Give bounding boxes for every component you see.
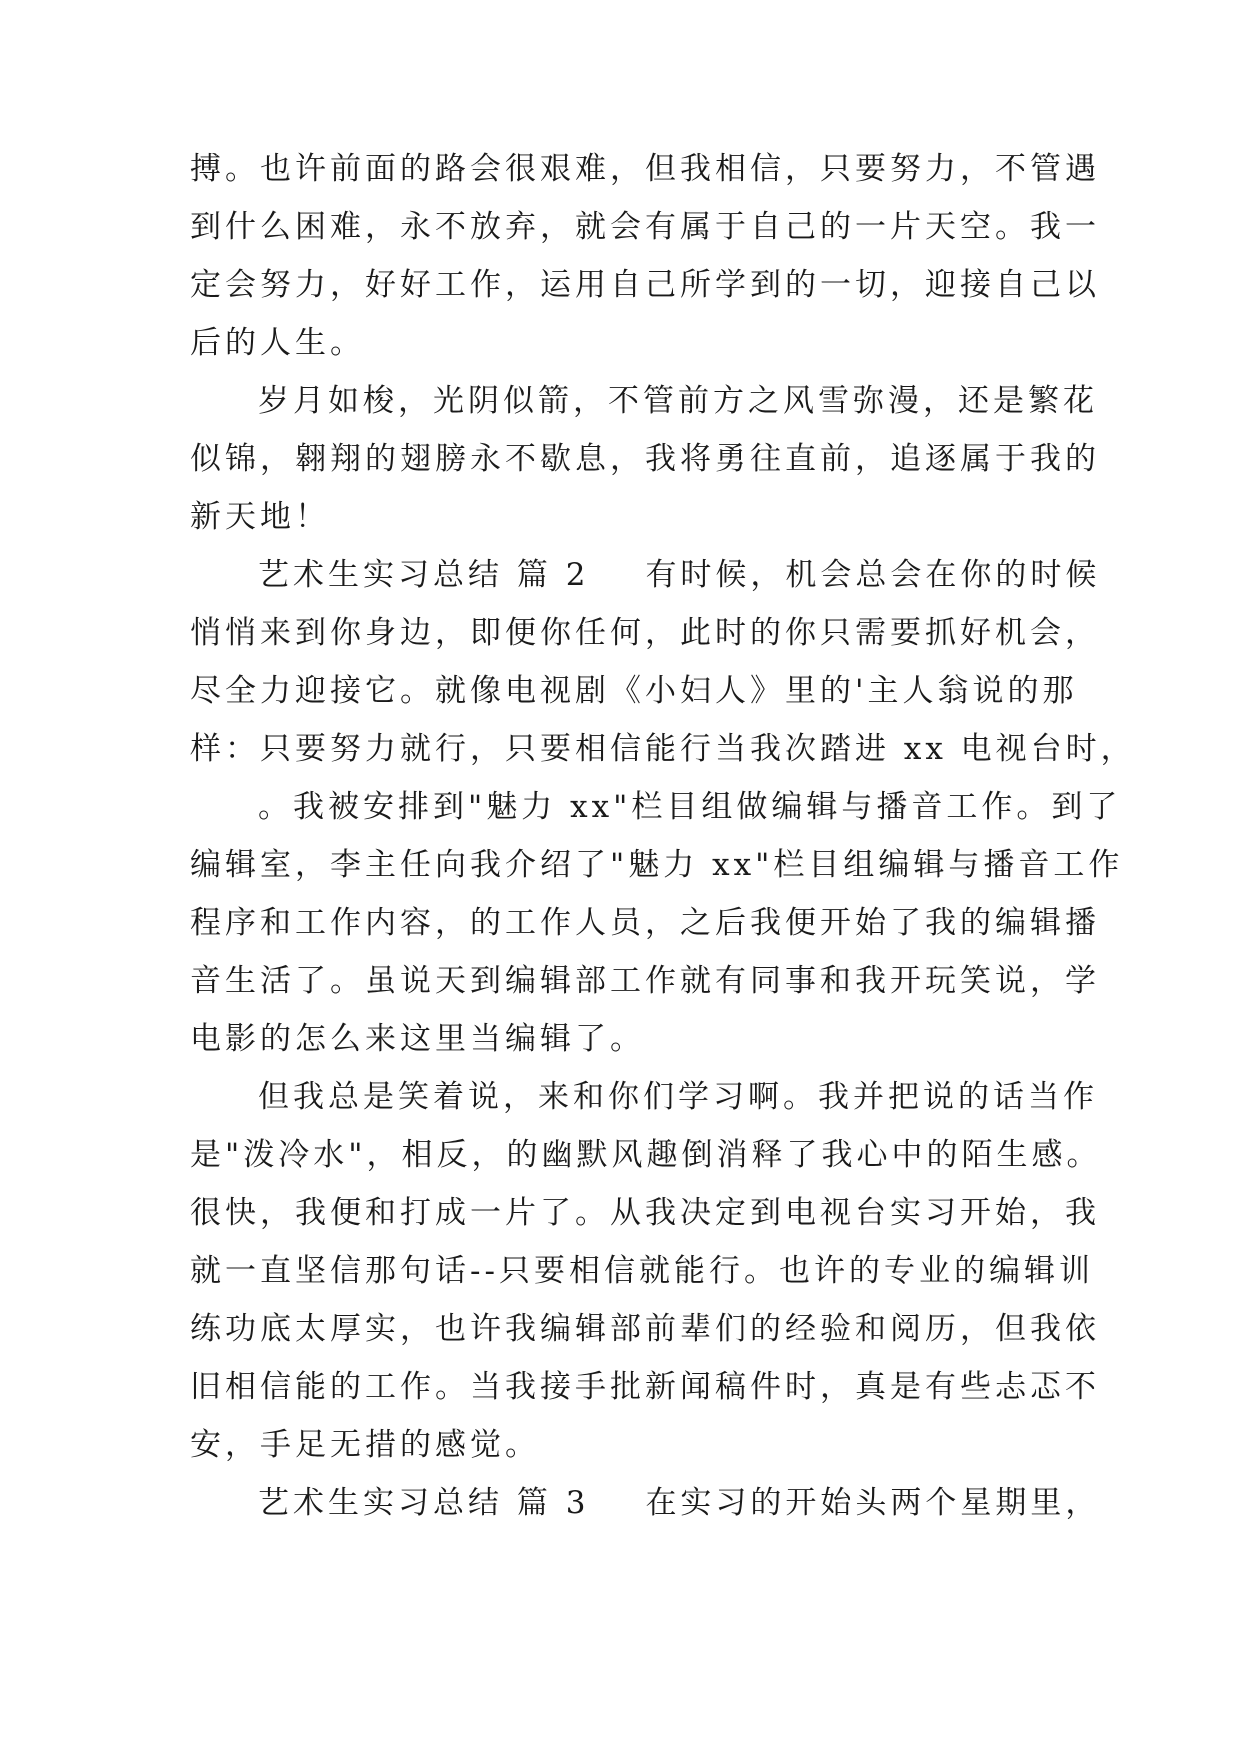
text-line: 尽全力迎接它。就像电视剧《小妇人》里的'主人翁说的那: [190, 673, 1078, 709]
text-line: 很快，我便和打成一片了。从我决定到电视台实习开始，我: [190, 1195, 1100, 1231]
text-line: 新天地！: [190, 499, 330, 535]
text-line: 样：只要努力就行，只要相信能行当我次踏进 xx 电视台时，: [190, 731, 1136, 767]
text-line: 岁月如梭，光阴似箭，不管前方之风雪弥漫，还是繁花: [258, 383, 1098, 419]
text-line: 就一直坚信那句话--只要相信就能行。也许的专业的编辑训: [190, 1253, 1094, 1289]
text-line: 练功底太厚实，也许我编辑部前辈们的经验和阅历，但我依: [190, 1311, 1100, 1347]
text-line: 搏。也许前面的路会很艰难，但我相信，只要努力，不管遇: [190, 151, 1100, 187]
text-line: 安，手足无措的感觉。: [190, 1427, 540, 1463]
text-line: 但我总是笑着说，来和你们学习啊。我并把说的话当作: [258, 1079, 1098, 1115]
section-heading-line: [190, 546, 1101, 604]
section-heading-line: [190, 1474, 1101, 1532]
text-line: 后的人生。: [190, 325, 365, 361]
text-line: 电影的怎么来这里当编辑了。: [190, 1021, 645, 1057]
section-heading: 艺术生实习总结 篇 2: [258, 557, 590, 593]
text-run: 在实习的开始头两个星期里，: [645, 1485, 1101, 1521]
text-line: 定会努力，好好工作，运用自己所学到的一切，迎接自己以: [190, 267, 1100, 303]
text-line: 编辑室，李主任向我介绍了"魅力 xx"栏目组编辑与播音工作: [190, 847, 1124, 883]
document-page: [190, 140, 1136, 1532]
text-line: 是"泼冷水"，相反，的幽默风趣倒消释了我心中的陌生感。: [190, 1137, 1102, 1173]
text-run: 有时候，机会总会在你的时候: [645, 557, 1101, 593]
text-line: 到什么困难，永不放弃，就会有属于自己的一片天空。我一: [190, 209, 1100, 245]
text-line: 。我被安排到"魅力 xx"栏目组做编辑与播音工作。到了: [258, 789, 1122, 825]
text-line: 似锦，翱翔的翅膀永不歇息，我将勇往直前，追逐属于我的: [190, 441, 1100, 477]
text-line: 悄悄来到你身边，即便你任何，此时的你只需要抓好机会，: [190, 615, 1100, 651]
text-line: 旧相信能的工作。当我接手批新闻稿件时，真是有些忐忑不: [190, 1369, 1100, 1405]
section-heading: 艺术生实习总结 篇 3: [258, 1485, 590, 1521]
text-line: 程序和工作内容，的工作人员，之后我便开始了我的编辑播: [190, 905, 1100, 941]
text-line: 音生活了。虽说天到编辑部工作就有同事和我开玩笑说，学: [190, 963, 1100, 999]
